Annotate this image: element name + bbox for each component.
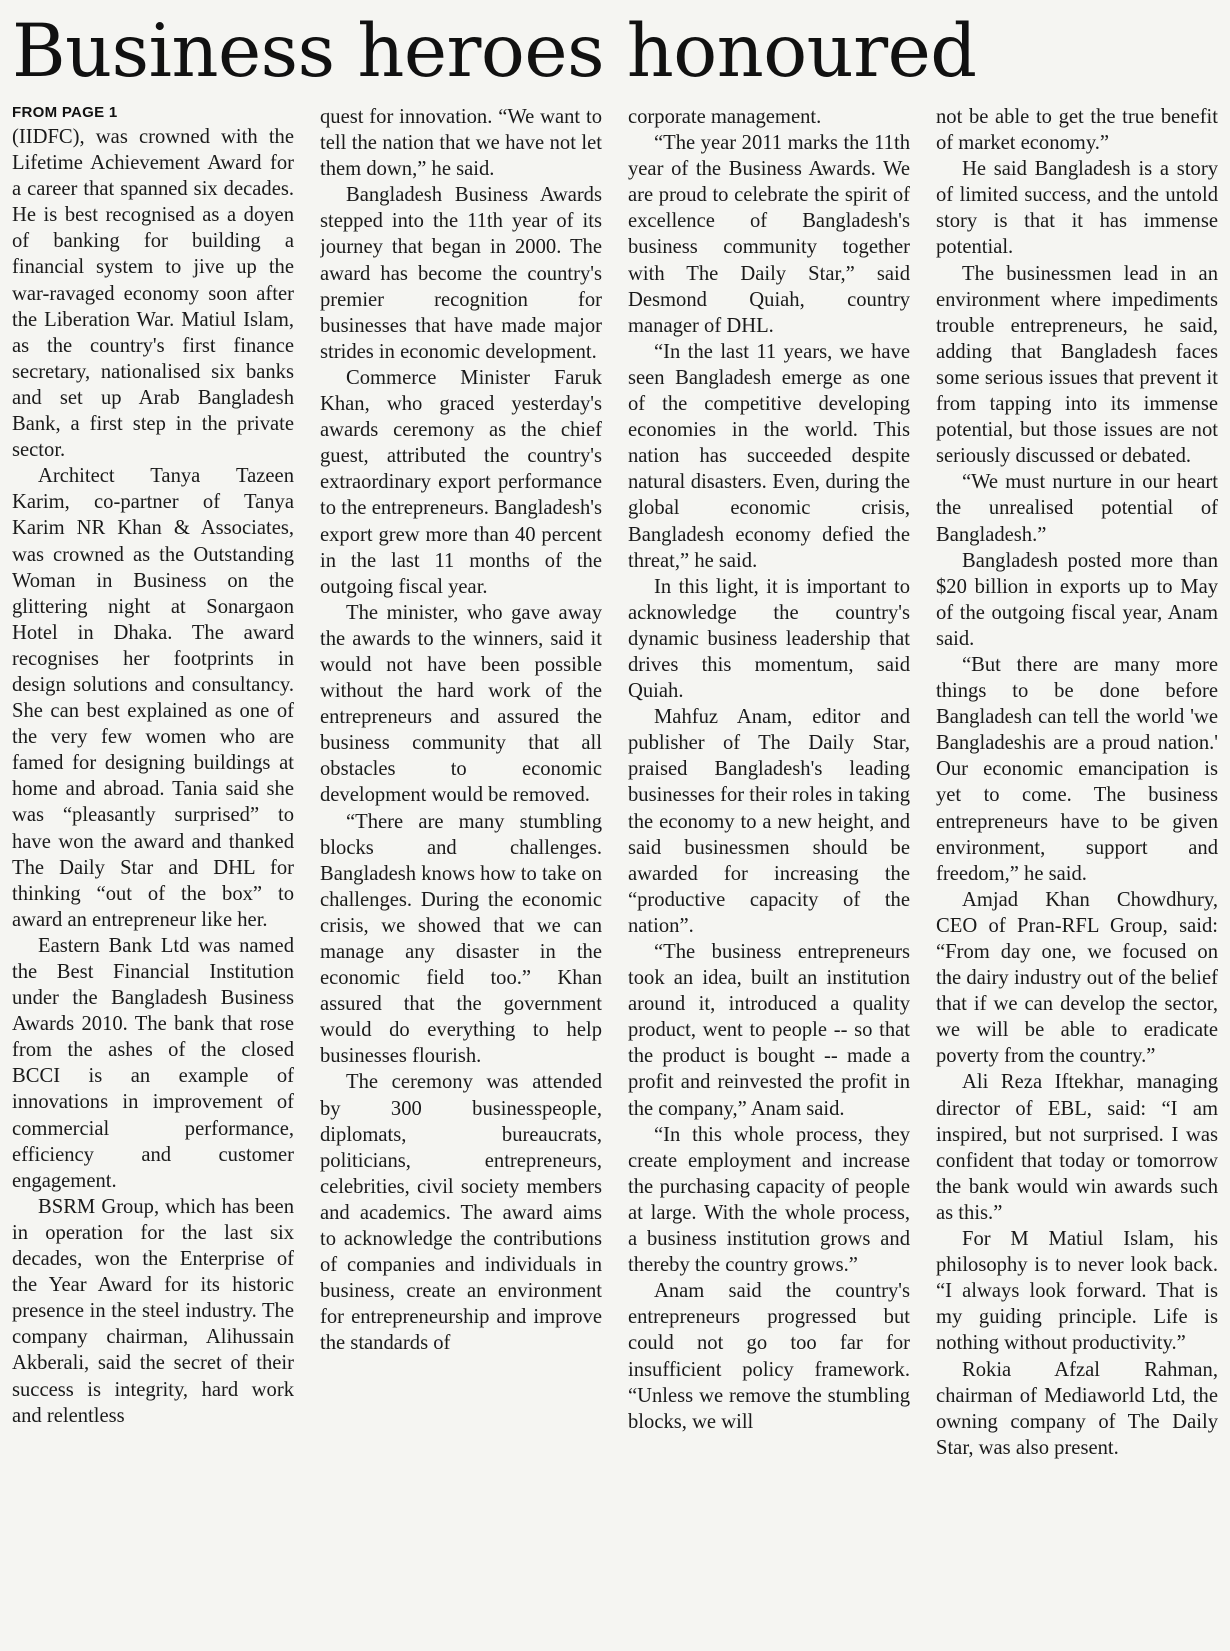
paragraph: “The year 2011 marks the 11th year of the Business Awards. We are proud to celebrate the spirit of excellence of Bangladesh's business community together with The Daily Star,” said Desmond Quiah, country manager of DHL. bbox=[628, 132, 910, 337]
paragraph: Bangladesh Business Awards stepped into the 11th year of its journey that began in 2000. The award has become the country's premier recognition for businesses that have made major strides in economic development. bbox=[320, 184, 602, 363]
paragraph: The businessmen lead in an environment where impediments trouble entrepreneurs, he said, adding that Bangladesh faces some serious issues that prevent it from tapping into its immense potential, but those issues are not seriously discussed or debated. bbox=[936, 262, 1218, 468]
paragraph: The minister, who gave away the awards to the winners, said it would not have been possible without the hard work of the entrepreneurs and assured the business community that all obstacles to economic development would be removed. bbox=[320, 601, 602, 807]
paragraph: “There are many stumbling blocks and challenges. Bangladesh knows how to take on challenges. During the economic crisis, we showed that we can manage any disaster in the economic field too.” Khan assured that the government would do everything to help businesses flourish. bbox=[320, 810, 602, 1068]
paragraph: corporate management. bbox=[628, 106, 822, 128]
paragraph: Commerce Minister Faruk Khan, who graced yesterday's awards ceremony as the chief guest, attributed the country's extraordinary export performance to the entrepreneurs. Bangladesh's export grew more than 40 percent in the last 11 months of the outgoing fiscal year. bbox=[320, 366, 602, 598]
paragraph: “In the last 11 years, we have seen Bangladesh emerge as one of the competitive developing economies in the world. This nation has succeeded despite natural disasters. Even, during the global economic crisis, Bangladesh economy defied the threat,” he said. bbox=[628, 340, 910, 572]
paragraph: For M Matiul Islam, his philosophy is to never look back. “I always look forward. That is my guiding principle. Life is nothing without productivity.” bbox=[936, 1228, 1218, 1355]
article-body bbox=[12, 104, 1218, 1644]
paragraph: BSRM Group, which has been in operation for the last six decades, won the Enterprise of the Year Award for its historic presence in the steel industry. The company chairman, Alihussain Akberali, said the secret of their success is integrity, hard work and relentless bbox=[12, 1195, 294, 1427]
paragraph: “But there are many more things to be done before Bangladesh can tell the world 'we Bangladeshis are a proud nation.' Our economic emancipation is yet to come. The business entrepreneurs have to be given environment, support and freedom,” he said. bbox=[936, 653, 1218, 885]
paragraph: Amjad Khan Chowdhury, CEO of Pran-RFL Group, said: “From day one, we focused on the dairy industry out of the belief that if we can develop the sector, we will be able to eradicate poverty from the country.” bbox=[936, 888, 1218, 1068]
paragraph: In this light, it is important to acknowledge the country's dynamic business leadership that drives this momentum, said Quiah. bbox=[628, 575, 910, 703]
column-2 bbox=[320, 104, 602, 1644]
paragraph: Ali Reza Iftekhar, managing director of EBL, said: “I am inspired, but not surprised. I was confident that today or tomorrow the bank would win awards such as this.” bbox=[936, 1071, 1218, 1224]
paragraph: “We must nurture in our heart the unrealised potential of Bangladesh.” bbox=[936, 471, 1218, 546]
column-1 bbox=[12, 104, 294, 1644]
paragraph: Architect Tanya Tazeen Karim, co-partner of Tanya Karim NR Khan & Associates, was crowned as the Outstanding Woman in Business on the glittering night at Sonargaon Hotel in Dhaka. The award recognises her footprints in design solutions and consultancy. She can best explained as one of the very few women who are famed for designing buildings at home and abroad. Tania said she was “pleasantly surprised” to have won the award and thanked The Daily Star and DHL for thinking “out of the box” to award an entrepreneur like her. bbox=[12, 465, 294, 931]
paragraph: quest for innovation. “We want to tell the nation that we have not let them down,” he said. bbox=[320, 106, 602, 181]
column-4 bbox=[936, 104, 1218, 1644]
paragraph: Bangladesh posted more than $20 billion in exports up to May of the outgoing fiscal year, Anam said. bbox=[936, 549, 1218, 650]
column-3 bbox=[628, 104, 910, 1644]
paragraph: “The business entrepreneurs took an idea, built an institution around it, introduced a quality product, went to people -- so that the product is bought -- made a profit and reinvested the profit in the company,” Anam said. bbox=[628, 941, 910, 1120]
paragraph: Rokia Afzal Rahman, chairman of Mediaworld Ltd, the owning company of The Daily Star, was also present. bbox=[936, 1358, 1218, 1459]
paragraph: Eastern Bank Ltd was named the Best Financial Institution under the Bangladesh Business Awards 2010. The bank that rose from the ashes of the closed BCCI is an example of innovations in improvement of commercial performance, efficiency and customer engagement. bbox=[12, 934, 294, 1192]
paragraph: not be able to get the true benefit of market economy.” bbox=[936, 106, 1218, 155]
paragraph: (IIDFC), was crowned with the Lifetime Achievement Award for a career that spanned six decades. He is best recognised as a doyen of banking for building a financial system to jive up the war-ravaged economy soon after the Liberation War. Matiul Islam, as the country's first finance secretary, nationalised six banks and set up Arab Bangladesh Bank, a first step in the private sector. bbox=[12, 126, 294, 462]
paragraph: Mahfuz Anam, editor and publisher of The Daily Star, praised Bangladesh's leading businesses for their roles in taking the economy to a new height, and said businessmen should be awarded for increasing the “productive capacity of the nation”. bbox=[628, 706, 910, 937]
continuation-kicker: FROM PAGE 1 bbox=[12, 104, 118, 121]
paragraph: The ceremony was attended by 300 businesspeople, diplomats, bureaucrats, politicians, entrepreneurs, celebrities, civil society members and academics. The award aims to acknowledge the contributions of companies and individuals in business, create an environment for entrepreneurship and improve the standards of bbox=[320, 1071, 602, 1355]
paragraph: He said Bangladesh is a story of limited success, and the untold story is that it has immense potential. bbox=[936, 158, 1218, 259]
headline: Business heroes honoured bbox=[12, 9, 977, 94]
paragraph: Anam said the country's entrepreneurs progressed but could not go too far for insufficient policy framework. “Unless we remove the stumbling blocks, we will bbox=[628, 1280, 910, 1433]
newspaper-page bbox=[12, 0, 1218, 1651]
paragraph: “In this whole process, they create employment and increase the purchasing capacity of people at large. With the whole process, a business institution grows and thereby the country grows.” bbox=[628, 1123, 910, 1277]
